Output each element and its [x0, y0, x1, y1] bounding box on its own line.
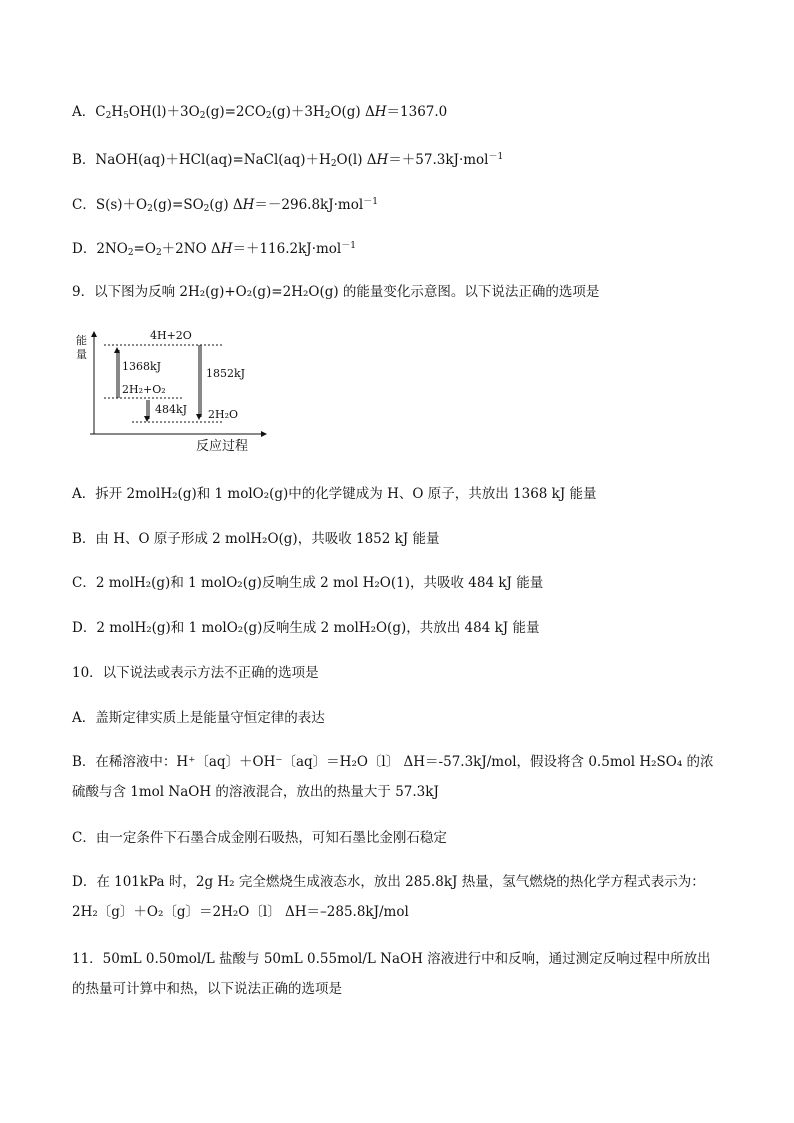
q10-option-a: A．盖斯定律实质上是能量守恒定律的表达	[72, 710, 325, 726]
y-axis-label-1: 能	[76, 334, 87, 347]
q8-option-b	[72, 147, 503, 174]
q10-option-b: B．在稀溶液中：H⁺〔aq〕＋OH⁻〔aq〕＝H₂O〔l〕 ΔH＝-57.3kJ/mol，假设将含 0.5mol H₂SO₄ 的浓硫酸与含 1mol NaOH 的溶液混合，放出的热量大于 57.3kJ	[72, 754, 714, 800]
q11-stem: 11．50mL 0.50mol/L 盐酸与 50mL 0.55mol/L NaOH 溶液进行中和反响，通过测定反响过程中所放出的热量可计算中和热，以下说法正确的选项是	[72, 951, 711, 997]
q9-option-d: D．2 molH₂(g)和 1 molO₂(g)反响生成 2 molH₂O(g)，共放出 484 kJ 能量	[72, 620, 540, 636]
option-letter: D．	[72, 241, 97, 257]
q8-option-a	[72, 102, 447, 126]
x-axis-label: 反应过程	[196, 439, 249, 454]
q10-option-c: C．由一定条件下石墨合成金刚石吸热，可知石墨比金刚石稳定	[72, 830, 447, 846]
y-axis-label-2: 量	[76, 348, 87, 361]
q9-option-b: B．由 H、O 原子形成 2 molH₂O(g)，共吸收 1852 kJ 能量	[72, 531, 440, 547]
label-atoms: 4H+2O	[150, 329, 192, 342]
option-letter: A．	[72, 104, 96, 120]
option-letter: B．	[72, 152, 96, 168]
label-1368: 1368kJ	[122, 360, 162, 373]
option-formula: $C_2H_5OH(l)+3O_2(g)=2CO_2(g)+3H_2O(g)$ ΔH＝1367.0	[95, 104, 448, 121]
q10-option-d: D．在 101kPa 时，2g H₂ 完全燃烧生成液态水，放出 285.8kJ 热量，氢气燃烧的热化学方程式表示为：2H₂〔g〕＋O₂〔g〕＝2H₂O〔l〕 ΔH＝–285.8kJ/mol	[72, 874, 705, 920]
option-formula: $2NO_2=O_2+2NO$ ΔH＝＋116.2kJ·mol$^{-1}$	[96, 241, 356, 258]
q8-option-c	[72, 192, 378, 219]
q9-option-c: C．2 molH₂(g)和 1 molO₂(g)反响生成 2 mol H₂O(1)，共吸收 484 kJ 能量	[72, 575, 544, 591]
label-1852: 1852kJ	[206, 367, 246, 380]
label-product: 2H₂O	[208, 408, 239, 421]
q9-stem: 9．以下图为反响 2H₂(g)+O₂(g)=2H₂O(g) 的能量变化示意图。以下说法正确的选项是	[72, 284, 600, 300]
q8-option-d	[72, 236, 356, 263]
q10-stem: 10．以下说法或表示方法不正确的选项是	[72, 665, 319, 681]
label-484: 484kJ	[155, 403, 188, 416]
q9-option-a: A．拆开 2molH₂(g)和 1 molO₂(g)中的化学键成为 H、O 原子，共放出 1368 kJ 能量	[72, 486, 597, 502]
option-formula: $NaOH(aq)+HCl(aq)=NaCl(aq)+H_2O(l)$ ΔH＝＋57.3kJ·mol$^{-1}$	[95, 152, 504, 169]
option-formula: $S(s)+O_2(g)=SO_2(g)$ ΔH＝－296.8kJ·mol$^{-1}$	[95, 197, 378, 214]
option-letter: C．	[72, 197, 96, 213]
energy-diagram	[72, 322, 272, 462]
label-reactants: 2H₂+O₂	[122, 383, 166, 396]
